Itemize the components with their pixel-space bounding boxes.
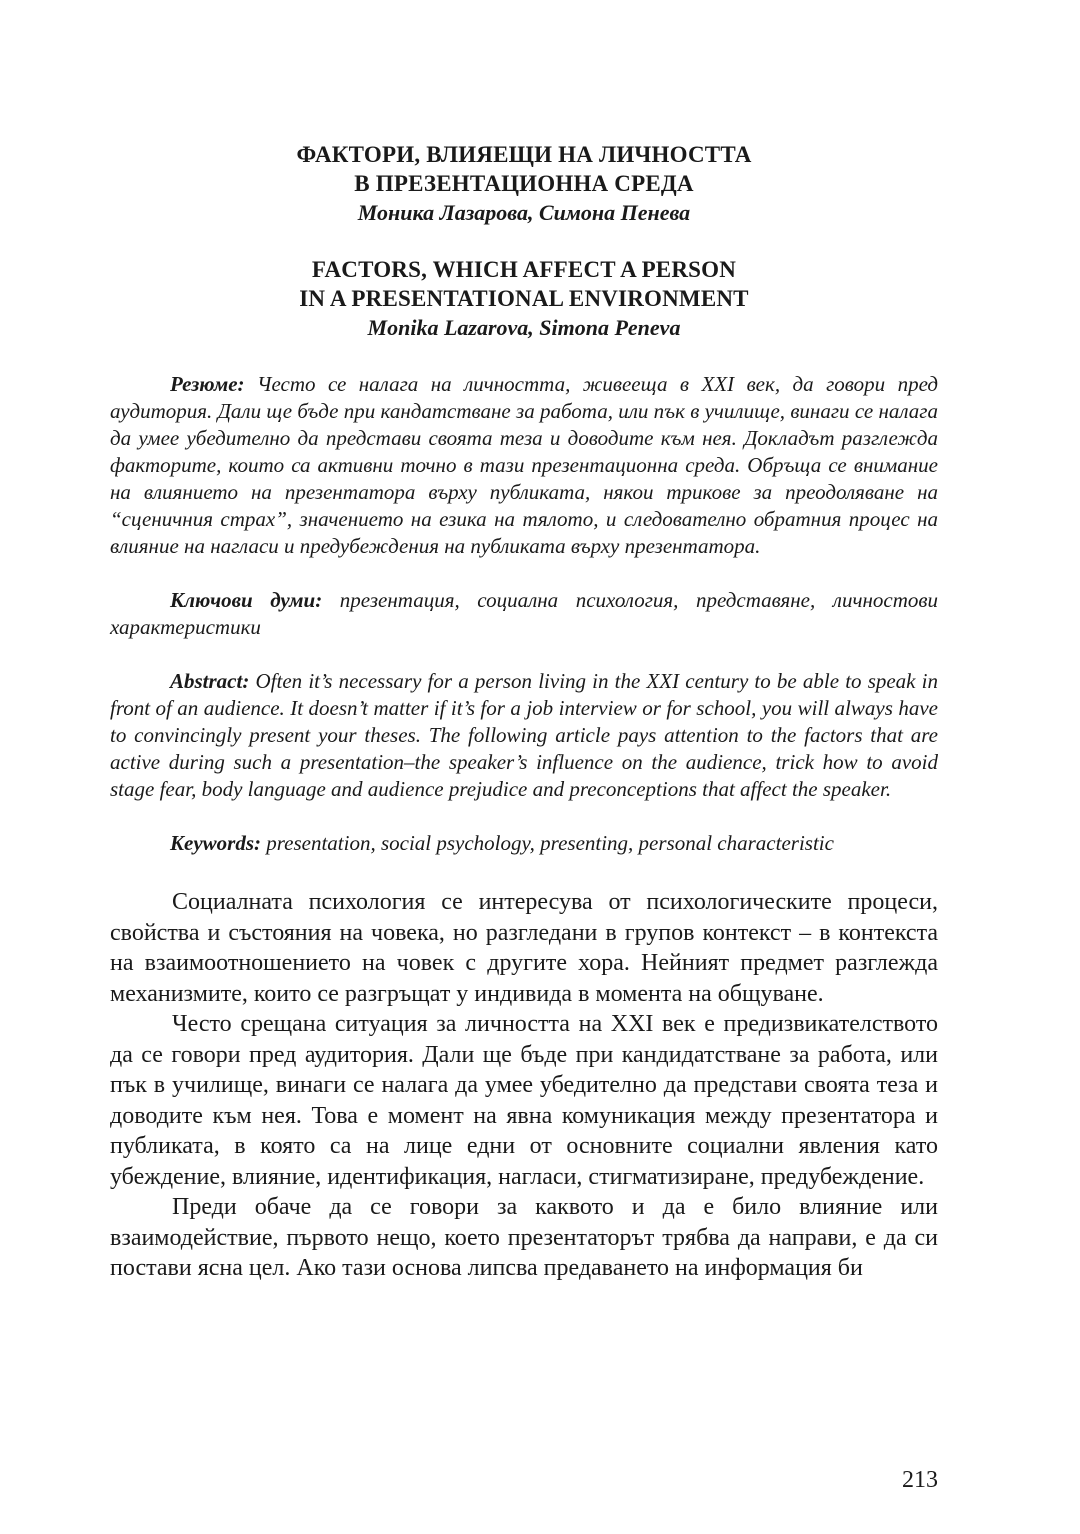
body-paragraph-3: Преди обаче да се говори за каквото и да е било влияние или взаимодействие, първото нещо, което презентаторът трябва да направи, е да си постави ясна цел. Ако тази основа липсва предаването на информация би	[110, 1194, 938, 1281]
abstract-en-label: Abstract:	[170, 669, 250, 693]
bulgarian-title-block	[110, 140, 938, 227]
keywords-bg-label: Ключови думи:	[170, 588, 323, 612]
keywords-en	[110, 830, 938, 857]
paper-page	[110, 140, 938, 1284]
keywords-en-text: presentation, social psychology, presenting, personal characteristic	[261, 831, 834, 855]
abstract-en	[110, 668, 938, 803]
summary-bg-label: Резюме:	[170, 372, 245, 396]
keywords-en-label: Keywords:	[170, 831, 261, 855]
authors-en: Monika Lazarova, Simona Peneva	[367, 315, 681, 340]
body-paragraph-2: Често срещана ситуация за личността на XXI век е предизвикателството да се говори пред аудитория. Дали ще бъде при кандидатстване за работа, или пък в училище, винаги се налага да умее убедително да представи своята теза и доводите към нея. Това е момент на явна комуникация между презентатора и публиката, в която са на лице едни от основните социални явления като убеждение, влияние, идентификация, нагласи, стигматизиране, предубеждение.	[110, 1011, 938, 1190]
title-bg-line-2: В ПРЕЗЕНТАЦИОННА СРЕДА	[354, 171, 694, 196]
english-title-block	[110, 255, 938, 342]
abstract-en-text: Often it’s necessary for a person living in the XXI century to be able to speak in front of an audience. It doesn’t matter if it’s for a job interview or for school, you will always have to convincingly present your theses. The following article pays attention to the factors that are active during such a presentation–the speaker’s influence on the audience, trick how to avoid stage fear, body language and audience prejudice and preconceptions that affect the speaker.	[110, 669, 938, 801]
title-en-line-2: IN A PRESENTATIONAL ENVIRONMENT	[299, 286, 749, 311]
authors-bg: Моника Лазарова, Симона Пенева	[357, 200, 691, 225]
keywords-bg	[110, 587, 938, 641]
title-bg-line-1: ФАКТОРИ, ВЛИЯЕЩИ НА ЛИЧНОСТТА	[296, 142, 752, 167]
title-en-line-1: FACTORS, WHICH AFFECT A PERSON	[311, 257, 737, 282]
abstract-section	[110, 371, 938, 857]
body-paragraph-1: Социалната психология се интересува от психологическите процеси, свойства и състояния на човека, но разгледани в групов контекст – в контекста на взаимоотношението на човек с другите хора. Нейният предмет разглежда механизмите, които се разгръщат у индивида в момента на общуване.	[110, 889, 938, 1007]
summary-bg-text: Често се налага на личността, живееща в XXI век, да говори пред аудитория. Дали ще бъде при кандатстване за работа, или пък в училище, винаги се налага да умее убедително да представи своята теза и доводите към нея. Докладът разглежда факторите, които са активни точно в тази презентационна среда. Обръща се внимание на влиянието на презентатора върху публиката, някои трикове за преодоляване на “сценичния страх”, значението на езика на тялото, и следователно обратния процес на влияние на нагласи и предубеждения на публиката върху презентатора.	[110, 372, 938, 558]
keywords-bg-text: презентация, социална психология, представяне, личностови характеристики	[110, 588, 939, 639]
page-number: 213	[902, 1467, 938, 1493]
summary-bg	[110, 371, 938, 560]
body-text	[110, 887, 938, 1284]
